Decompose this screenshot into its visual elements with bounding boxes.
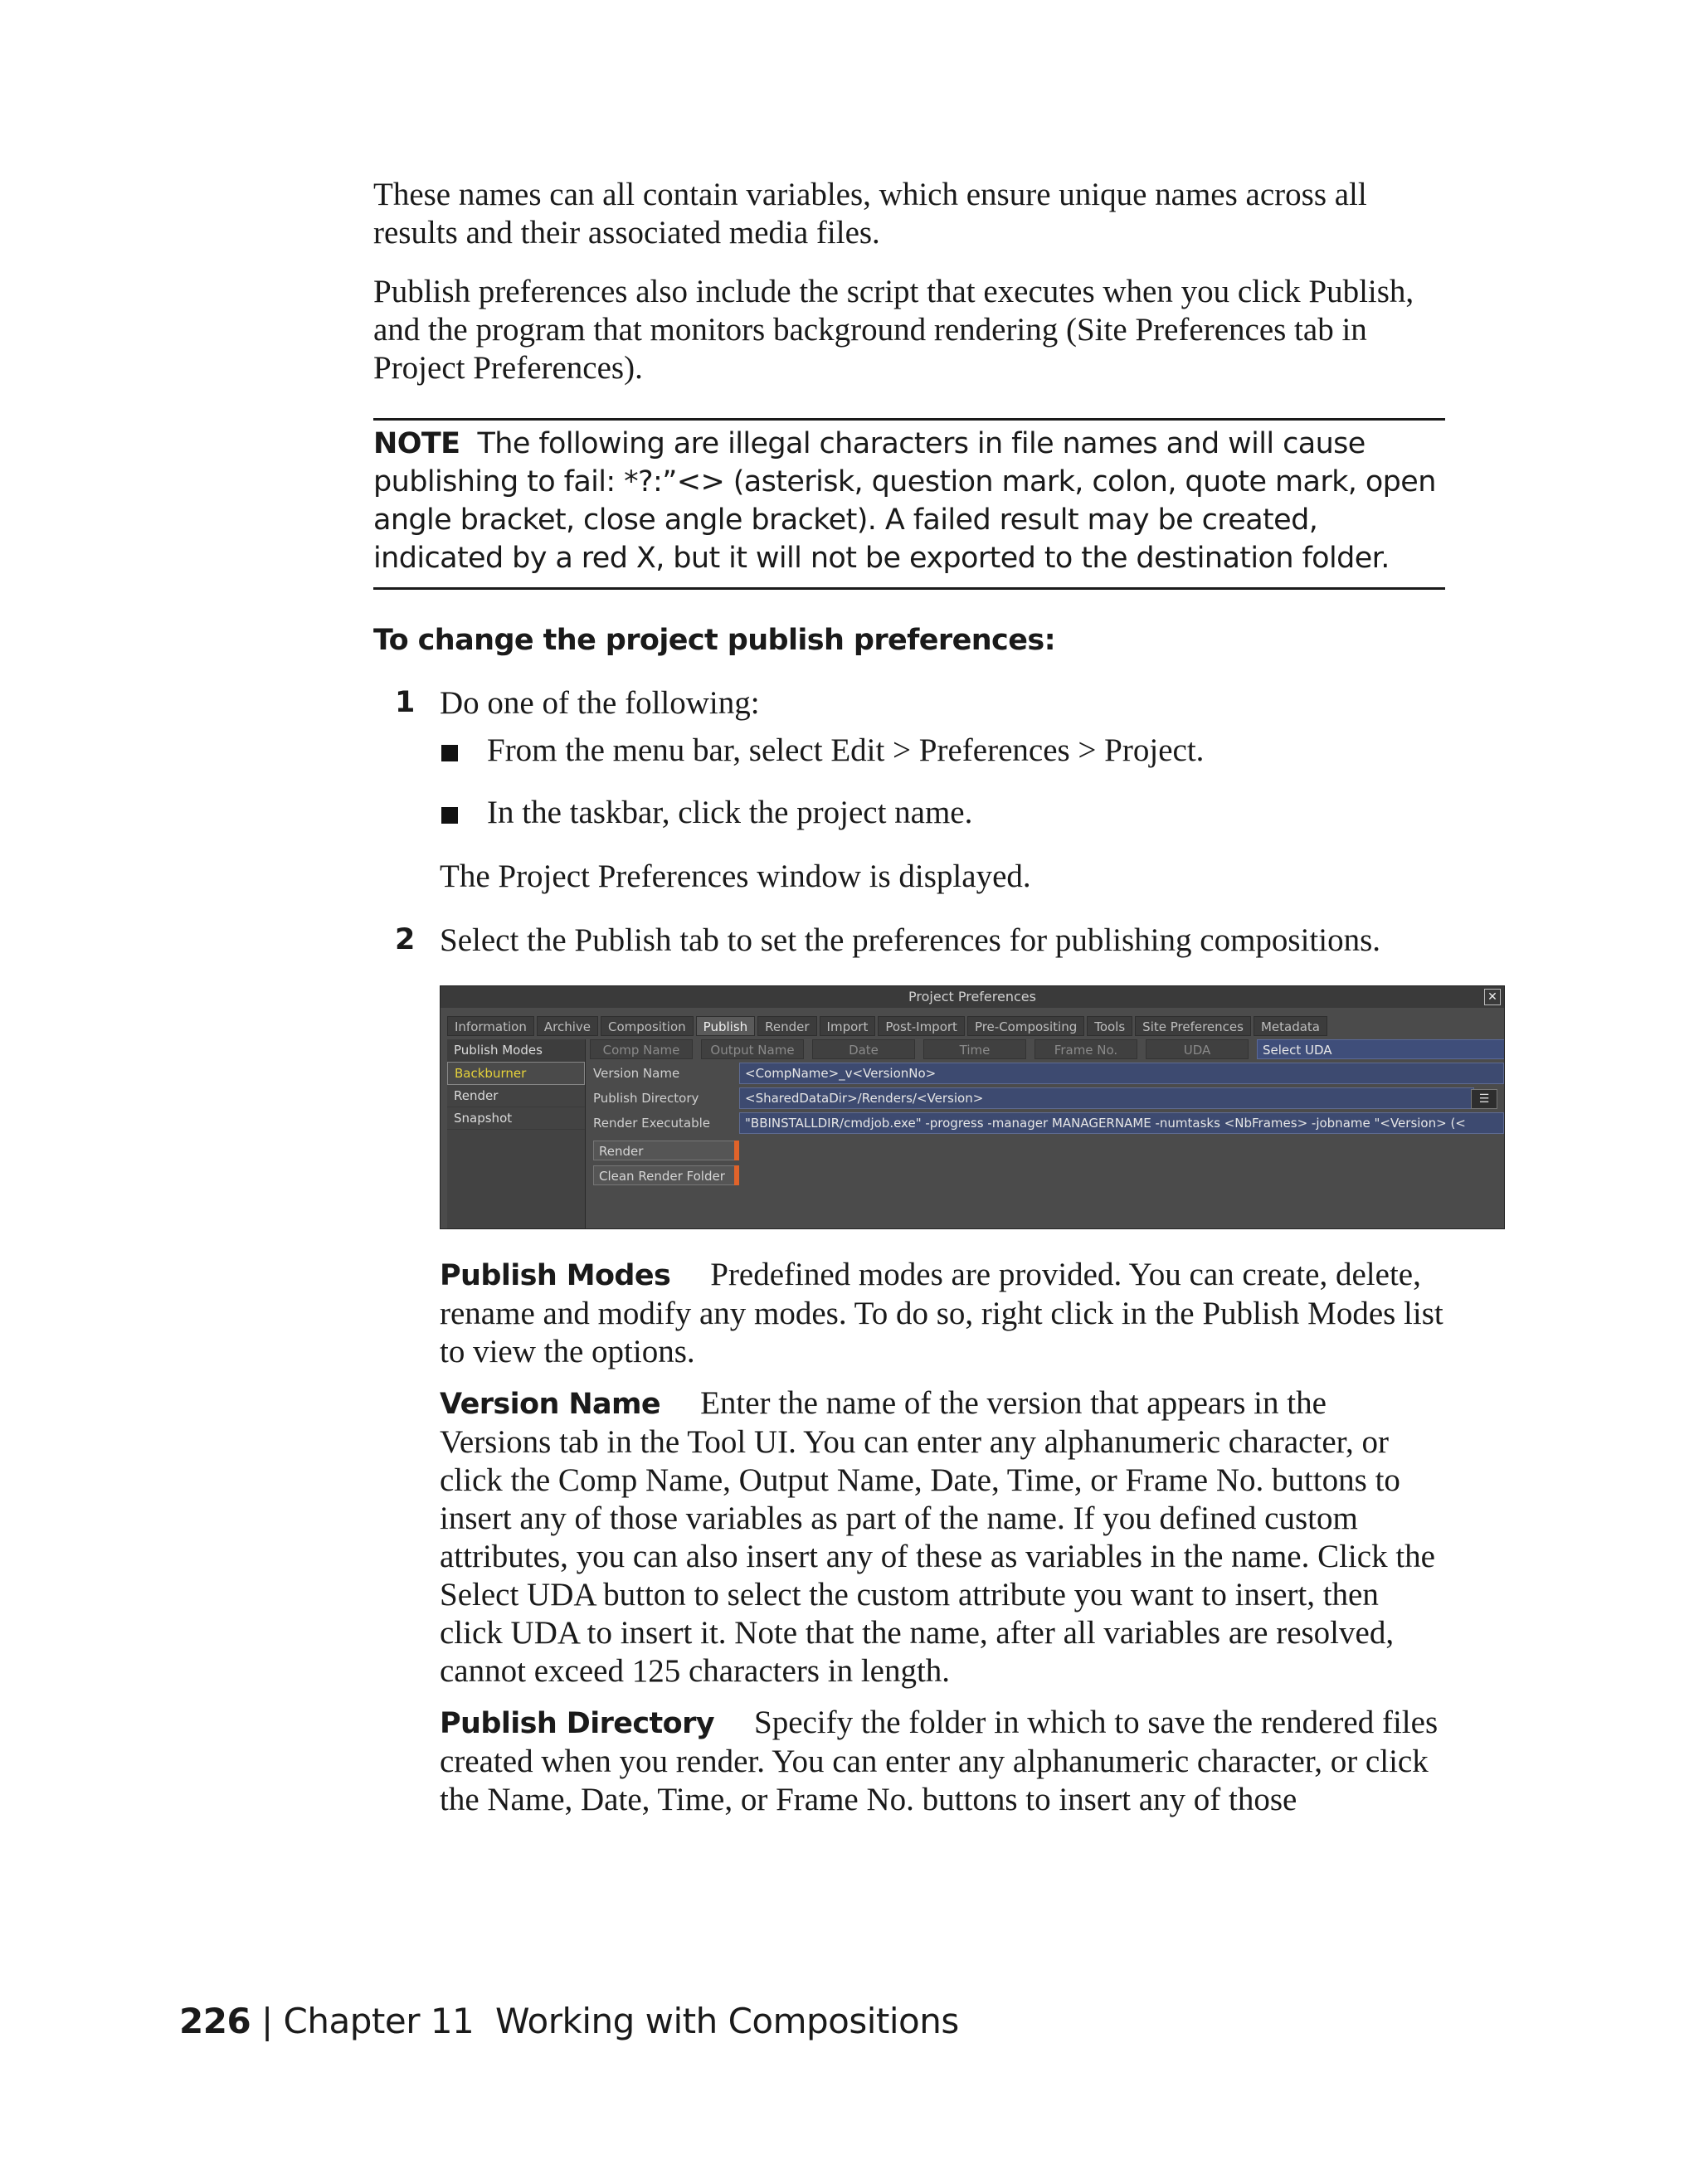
- step-2-text: Select the Publish tab to set the preferences for publishing compositions.: [440, 922, 1381, 958]
- render-executable-label: Render Executable: [593, 1116, 711, 1131]
- project-preferences-dialog: [440, 985, 1505, 1229]
- dialog-tabs: [447, 1016, 1330, 1036]
- clean-button-accent: [734, 1165, 739, 1185]
- term-version-name: Version Name: [440, 1388, 661, 1421]
- intro-paragraph-1: These names can all contain variables, which ensure unique names across all results and their associated media files.: [373, 177, 1367, 251]
- footer-separator: |: [261, 2001, 273, 2041]
- render-button-label: Render: [599, 1144, 644, 1159]
- tab-metadata[interactable]: Metadata: [1254, 1016, 1327, 1036]
- tab-archive[interactable]: Archive: [537, 1016, 598, 1036]
- page-number: 226: [179, 2001, 251, 2041]
- bullet-square-icon: [441, 745, 458, 761]
- render-executable-field[interactable]: "BBINSTALLDIR/cmdjob.exe" -progress -manager MANAGERNAME -numtasks <NbFrames> -jobname "<Version> (<: [739, 1112, 1504, 1134]
- publish-directory-row: [590, 1087, 1474, 1109]
- bullet-square-icon: [441, 807, 458, 824]
- definition-text: Enter the name of the version that appears in the Versions tab in the Tool UI. You can enter any alphanumeric character, or click the Comp Name, Output Name, Date, Time, or Frame No. buttons to insert any of those variables as part of the name. If you defined custom attributes, you can also insert any of these as variables in the name. Click the Select UDA button to select the custom attribute you want to insert, then click UDA to insert it. Note that the name, after all variables are resolved, cannot exceed 125 characters in length.: [440, 1385, 1435, 1689]
- publish-directory-label: Publish Directory: [593, 1091, 699, 1106]
- clean-render-folder-button[interactable]: [593, 1165, 739, 1185]
- dialog-titlebar: [441, 986, 1504, 1008]
- note-bottom-rule: [373, 587, 1445, 590]
- list-item-snapshot[interactable]: Snapshot: [447, 1107, 585, 1130]
- tab-site-preferences[interactable]: Site Preferences: [1135, 1016, 1251, 1036]
- tab-tools[interactable]: Tools: [1087, 1016, 1132, 1036]
- list-item-render[interactable]: Render: [447, 1085, 585, 1107]
- definition-text: Specify the folder in which to save the rendered files created when you render. You can enter any alphanumeric character, or click the Name, Date, Time, or Frame No. buttons to insert any of those: [440, 1705, 1439, 1817]
- procedure-heading: To change the project publish preferences:: [373, 624, 1055, 657]
- step-1-bullet-2: In the taskbar, click the project name.: [487, 795, 973, 830]
- uda-button[interactable]: UDA: [1146, 1039, 1249, 1059]
- term-publish-directory: Publish Directory: [440, 1707, 714, 1740]
- date-button[interactable]: Date: [812, 1039, 915, 1059]
- term-publish-modes: Publish Modes: [440, 1259, 671, 1292]
- tab-import[interactable]: Import: [820, 1016, 876, 1036]
- frame-no-button[interactable]: Frame No.: [1034, 1039, 1137, 1059]
- tab-pre-compositing[interactable]: Pre-Compositing: [967, 1016, 1084, 1036]
- intro-section: [373, 176, 1445, 387]
- note-text: The following are illegal characters in file names and will cause publishing to fail: *?:”<> (asterisk, question mark, colon, quote mark, open angle bracket, close angle bracket). A failed result may be created, indicated by a red X, but it will not be exported to the destination folder.: [373, 427, 1436, 575]
- select-uda-dropdown[interactable]: Select UDA: [1257, 1039, 1505, 1059]
- footer-title: Working with Compositions: [494, 2001, 959, 2041]
- publish-modes-list: [447, 1039, 586, 1228]
- tab-post-import[interactable]: Post-Import: [878, 1016, 965, 1036]
- variable-buttons-row: [590, 1039, 1505, 1059]
- render-button-accent: [734, 1141, 739, 1160]
- clean-render-folder-label: Clean Render Folder: [599, 1169, 725, 1184]
- close-icon[interactable]: ✕: [1484, 989, 1501, 1005]
- version-name-label: Version Name: [593, 1066, 680, 1081]
- page-footer: [179, 2001, 959, 2041]
- tab-information[interactable]: Information: [447, 1016, 534, 1036]
- comp-name-button[interactable]: Comp Name: [590, 1039, 693, 1059]
- publish-directory-field[interactable]: <SharedDataDir>/Renders/<Version>: [739, 1087, 1474, 1109]
- list-item-backburner[interactable]: Backburner: [447, 1062, 585, 1085]
- definition-text: Predefined modes are provided. You can create, delete, rename and modify any modes. To do so, right click in the Publish Modes list to view the options.: [440, 1257, 1443, 1369]
- note-top-rule: [373, 418, 1445, 421]
- definitions-list: [440, 1256, 1445, 1832]
- step-1-number: 1: [395, 686, 416, 719]
- step-1-text: Do one of the following:: [440, 685, 760, 721]
- tab-publish[interactable]: Publish: [696, 1016, 755, 1036]
- dialog-title: Project Preferences: [908, 989, 1036, 1004]
- note-box: [373, 425, 1445, 577]
- tab-render[interactable]: Render: [757, 1016, 816, 1036]
- publish-modes-header: Publish Modes: [447, 1039, 585, 1062]
- render-executable-row: [590, 1112, 1504, 1134]
- time-button[interactable]: Time: [923, 1039, 1026, 1059]
- version-name-row: [590, 1063, 1504, 1084]
- step-2-number: 2: [395, 923, 416, 956]
- footer-chapter: Chapter 11: [283, 2001, 475, 2041]
- note-label: NOTE: [373, 427, 460, 460]
- render-button[interactable]: [593, 1141, 739, 1160]
- folder-icon[interactable]: ☰: [1471, 1089, 1497, 1109]
- definition-version-name: [440, 1384, 1445, 1690]
- intro-paragraph-2: Publish preferences also include the script that executes when you click Publish, and the program that monitors background rendering (Site Preferences tab in Project Preferences).: [373, 274, 1414, 386]
- tab-composition[interactable]: Composition: [601, 1016, 694, 1036]
- definition-publish-directory: [440, 1704, 1445, 1819]
- output-name-button[interactable]: Output Name: [701, 1039, 804, 1059]
- version-name-field[interactable]: <CompName>_v<VersionNo>: [739, 1063, 1504, 1084]
- step-1-bullet-1: From the menu bar, select Edit > Preferences > Project.: [487, 732, 1205, 768]
- step-1-result: The Project Preferences window is displayed.: [440, 859, 1031, 894]
- definition-publish-modes: [440, 1256, 1445, 1371]
